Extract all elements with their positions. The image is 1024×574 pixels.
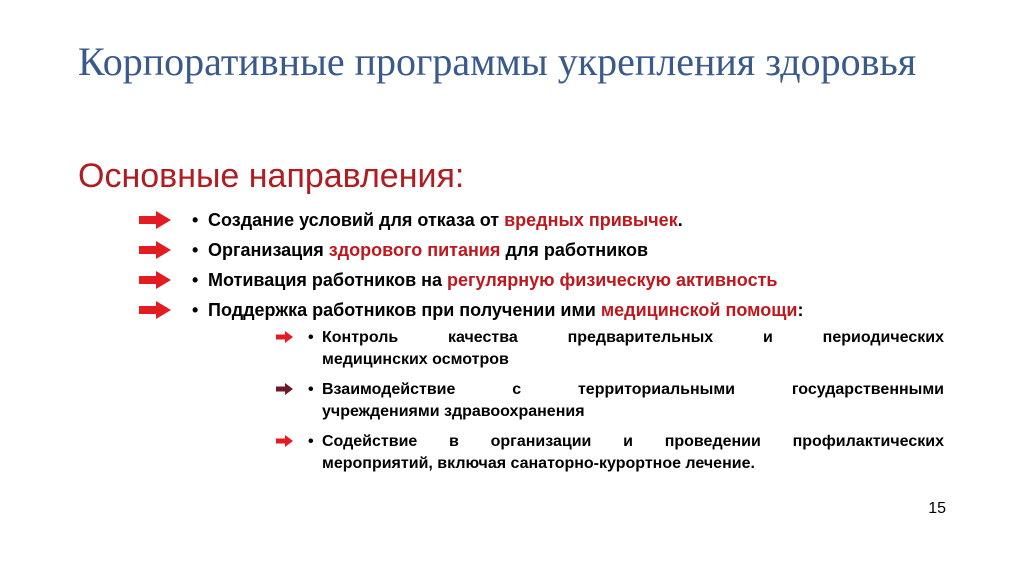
sub-item-text: Контроль качества предварительных и периодических медицинских осмотров xyxy=(322,329,944,368)
sub-list-item xyxy=(276,379,948,423)
bullet: • xyxy=(308,329,314,346)
bullet: • xyxy=(308,381,314,398)
page-number: 15 xyxy=(928,500,946,517)
bullet: • xyxy=(192,300,199,320)
right-arrow-icon xyxy=(138,271,172,289)
main-list-item xyxy=(138,298,803,326)
main-list-item xyxy=(138,238,648,266)
sub-item-text: Взаимодействие с территориальными государственными учреждениями здравоохранения xyxy=(322,381,944,420)
main-item-text: Поддержка работников при получении ими медицинской помощи: xyxy=(208,300,804,320)
right-arrow-icon xyxy=(276,435,294,447)
bullet: • xyxy=(308,433,314,450)
main-item-text: Мотивация работников на регулярную физическую активность xyxy=(208,270,778,290)
bullet: • xyxy=(192,240,199,260)
right-arrow-icon xyxy=(276,383,294,395)
sub-list-item xyxy=(276,431,948,475)
main-item-text: Организация здорового питания для работников xyxy=(208,240,649,260)
main-list-item xyxy=(138,268,777,296)
sub-item-text: Содействие в организации и проведении профилактических мероприятий, включая санаторно-курортное лечение. xyxy=(322,433,944,472)
right-arrow-icon xyxy=(138,241,172,259)
right-arrow-icon xyxy=(138,211,172,229)
right-arrow-icon xyxy=(276,331,294,343)
bullet: • xyxy=(192,270,199,290)
right-arrow-icon xyxy=(138,301,172,319)
main-item-text: Создание условий для отказа от вредных привычек. xyxy=(208,210,683,230)
sub-list-item xyxy=(276,327,948,371)
bullet: • xyxy=(192,210,199,230)
slide-title: Корпоративные программы укрепления здоровья xyxy=(78,39,917,84)
main-list-item xyxy=(138,208,683,236)
slide-subtitle: Основные направления: xyxy=(78,157,465,195)
